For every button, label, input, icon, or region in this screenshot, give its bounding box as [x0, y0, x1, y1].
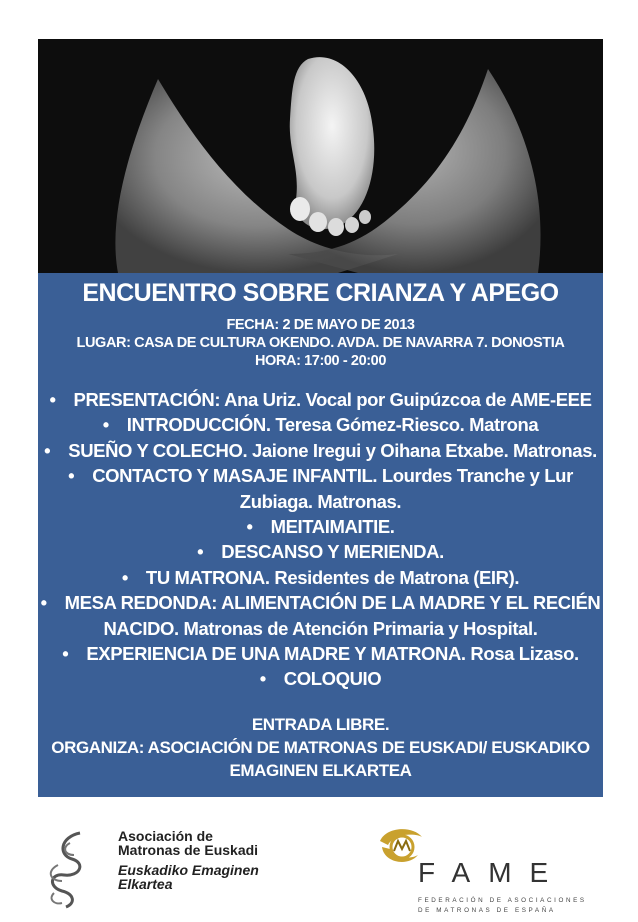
list-item: • SUEÑO Y COLECHO. Jaione Iregui y Oihana Etxabe. Matronas.	[44, 439, 597, 461]
header-photo	[38, 39, 603, 273]
fame-logo	[372, 823, 602, 918]
ame-logo	[40, 825, 320, 915]
ame-line-3: Euskadiko Emaginen	[118, 862, 259, 878]
ame-line-4: Elkartea	[118, 876, 173, 892]
ame-line-2: Matronas de Euskadi	[118, 842, 259, 858]
fame-wordmark: FAME	[418, 857, 567, 888]
event-date: FECHA: 2 DE MAYO DE 2013	[226, 317, 415, 333]
list-item: • MEITAIMAITIE.	[246, 516, 395, 538]
list-item: • EXPERIENCIA DE UNA MADRE Y MATRONA. Rosa Lizaso.	[62, 643, 579, 665]
organizer-line-2: EMAGINEN ELKARTEA	[229, 761, 412, 780]
event-panel	[38, 273, 603, 797]
fame-subtitle-1: FEDERACIÓN DE ASOCIACIONES	[418, 897, 587, 904]
entry-free: ENTRADA LIBRE.	[251, 715, 390, 734]
ame-line-1: Asociación de	[118, 828, 213, 844]
list-item: • DESCANSO Y MERIENDA.	[197, 541, 444, 563]
event-location: LUGAR: CASA DE CULTURA OKENDO. AVDA. DE NAVARRA 7. DONOSTIA	[76, 335, 565, 351]
ame-swirl-icon	[40, 825, 110, 910]
list-item-continuation: NACIDO. Matronas de Atención Primaria y Hospital.	[103, 617, 538, 639]
list-item: • INTRODUCCIÓN. Teresa Gómez-Riesco. Matrona	[102, 414, 539, 436]
list-item: • PRESENTACIÓN: Ana Uriz. Vocal por Guipúzcoa de AME-EEE	[49, 389, 592, 410]
event-time: HORA: 17:00 - 20:00	[254, 353, 386, 369]
list-item: • CONTACTO Y MASAJE INFANTIL. Lourdes Tranche y Lur	[68, 465, 573, 487]
program-list	[4, 387, 637, 692]
list-item-continuation: Zubiaga. Matronas.	[239, 490, 402, 512]
hands-holding-baby-foot-icon	[38, 39, 603, 273]
event-title: ENCUENTRO SOBRE CRIANZA Y APEGO	[82, 279, 559, 307]
list-item: • MESA REDONDA: ALIMENTACIÓN DE LA MADRE Y EL RECIÉN	[40, 592, 601, 614]
fame-subtitle-2: DE MATRONAS DE ESPAÑA	[418, 907, 556, 914]
list-item: • TU MATRONA. Residentes de Matrona (EIR).	[121, 566, 520, 588]
organizer-line-1: ORGANIZA: ASOCIACIÓN DE MATRONAS DE EUSKADI/ EUSKADIKO	[51, 738, 590, 757]
list-item: • COLOQUIO	[259, 668, 382, 690]
